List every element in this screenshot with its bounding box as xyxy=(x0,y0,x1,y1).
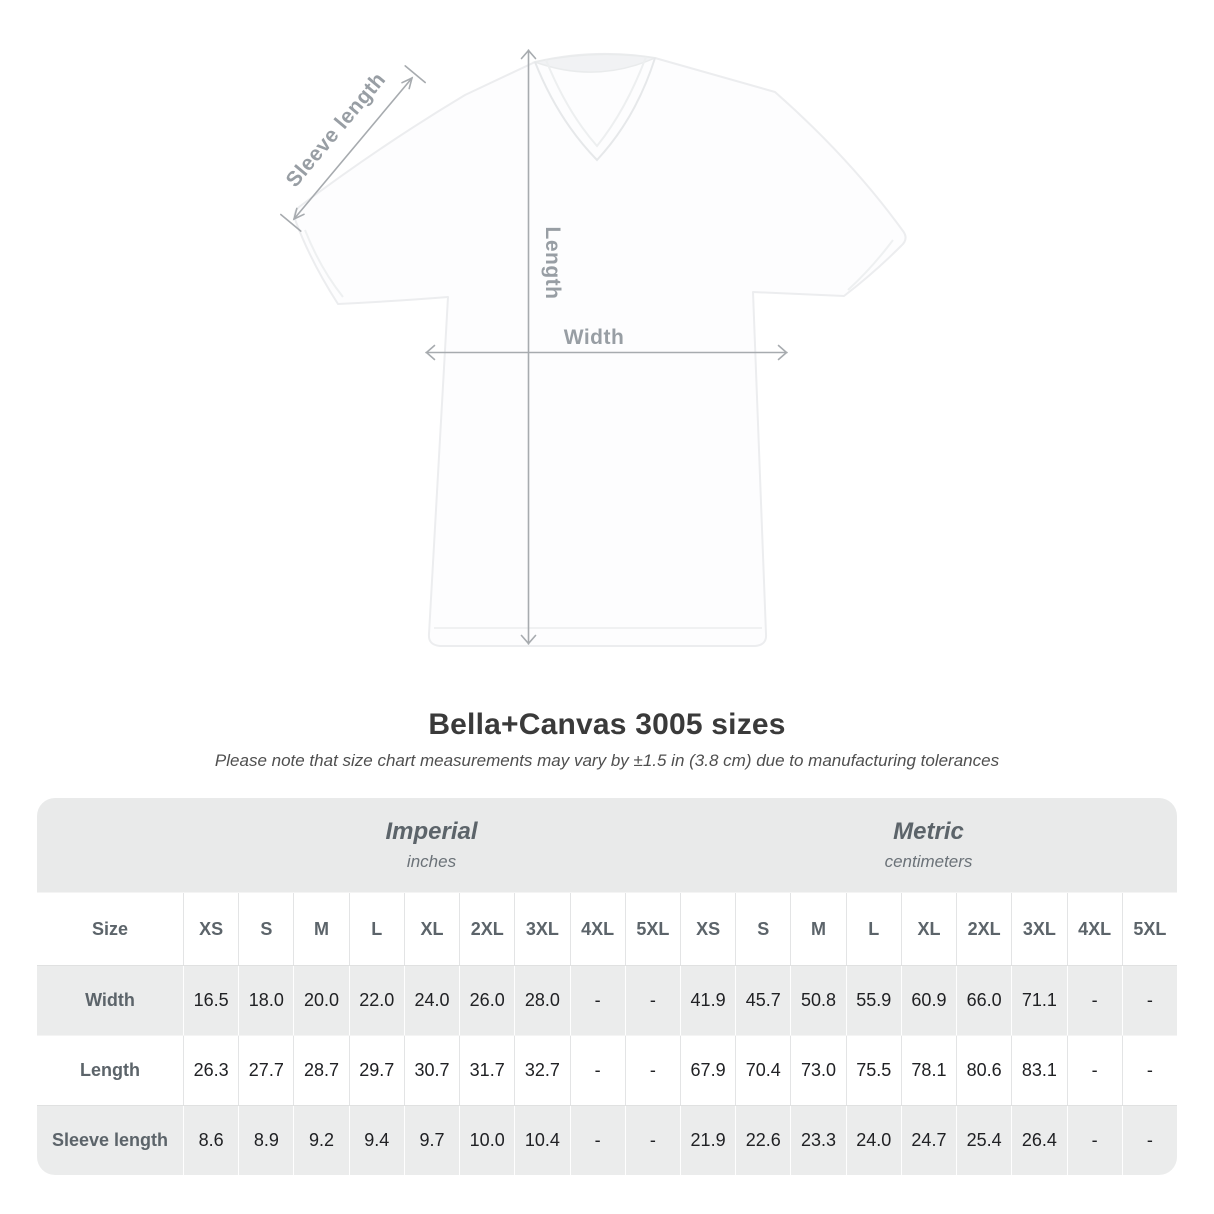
row-label-sleeve-length: Sleeve length xyxy=(51,1130,169,1150)
table-corner-cell xyxy=(37,798,183,892)
width-imperial-5xl: - xyxy=(625,966,680,1035)
size-col-metric-5xl: 5XL xyxy=(1122,893,1177,965)
width-label: Width xyxy=(563,326,625,349)
length-imperial-5xl: - xyxy=(625,1036,680,1105)
length-metric-xs: 67.9 xyxy=(680,1036,735,1105)
length-imperial-m: 28.7 xyxy=(293,1036,348,1105)
page-subtitle: Please note that size chart measurements may vary by ±1.5 in (3.8 cm) due to manufacturing tolerances xyxy=(214,751,1000,770)
width-imperial-s: 18.0 xyxy=(238,966,293,1035)
length-metric-m: 73.0 xyxy=(790,1036,845,1105)
length-metric-5xl: - xyxy=(1122,1036,1177,1105)
sleeve-imperial-s: 8.9 xyxy=(238,1106,293,1175)
length-imperial-l: 29.7 xyxy=(349,1036,404,1105)
width-metric-3xl: 71.1 xyxy=(1011,966,1066,1035)
length-metric-s: 70.4 xyxy=(735,1036,790,1105)
sleeve-metric-xs: 21.9 xyxy=(680,1106,735,1175)
sleeve-imperial-xs: 8.6 xyxy=(183,1106,238,1175)
width-imperial-3xl: 28.0 xyxy=(514,966,569,1035)
width-metric-4xl: - xyxy=(1067,966,1122,1035)
width-imperial-xl: 24.0 xyxy=(404,966,459,1035)
sleeve-imperial-5xl: - xyxy=(625,1106,680,1175)
size-col-metric-xl: XL xyxy=(901,893,956,965)
sleeve-imperial-m: 9.2 xyxy=(293,1106,348,1175)
size-col-metric-xs: XS xyxy=(680,893,735,965)
length-metric-l: 75.5 xyxy=(846,1036,901,1105)
size-col-imperial-3xl: 3XL xyxy=(514,893,569,965)
size-table xyxy=(37,798,1177,1175)
width-metric-l: 55.9 xyxy=(846,966,901,1035)
tshirt-illustration xyxy=(295,54,906,646)
imperial-group-header xyxy=(183,798,680,892)
sleeve-imperial-2xl: 10.0 xyxy=(459,1106,514,1175)
sleeve-metric-xl: 24.7 xyxy=(901,1106,956,1175)
width-metric-xl: 60.9 xyxy=(901,966,956,1035)
sleeve-metric-m: 23.3 xyxy=(790,1106,845,1175)
metric-group-header xyxy=(680,798,1177,892)
sleeve-metric-4xl: - xyxy=(1067,1106,1122,1175)
width-imperial-2xl: 26.0 xyxy=(459,966,514,1035)
width-metric-5xl: - xyxy=(1122,966,1177,1035)
length-imperial-xl: 30.7 xyxy=(404,1036,459,1105)
sleeve-metric-2xl: 25.4 xyxy=(956,1106,1011,1175)
size-col-imperial-m: M xyxy=(293,893,348,965)
row-label-width: Width xyxy=(85,990,135,1010)
length-imperial-2xl: 31.7 xyxy=(459,1036,514,1105)
length-metric-xl: 78.1 xyxy=(901,1036,956,1105)
length-label: Length xyxy=(541,226,564,300)
size-col-imperial-xs: XS xyxy=(183,893,238,965)
sleeve-metric-3xl: 26.4 xyxy=(1011,1106,1066,1175)
length-imperial-3xl: 32.7 xyxy=(514,1036,569,1105)
width-imperial-xs: 16.5 xyxy=(183,966,238,1035)
unit-group-header-row xyxy=(37,798,1177,892)
size-col-imperial-xl: XL xyxy=(404,893,459,965)
table-row-length xyxy=(37,1035,1177,1105)
page-title: Bella+Canvas 3005 sizes xyxy=(428,708,786,741)
sleeve-length-label: Sleeve length xyxy=(281,68,391,192)
metric-group-unit: centimeters xyxy=(884,852,973,871)
width-metric-xs: 41.9 xyxy=(680,966,735,1035)
size-col-imperial-4xl: 4XL xyxy=(570,893,625,965)
length-imperial-s: 27.7 xyxy=(238,1036,293,1105)
sleeve-imperial-xl: 9.7 xyxy=(404,1106,459,1175)
size-col-imperial-l: L xyxy=(349,893,404,965)
metric-group-name: Metric xyxy=(893,818,964,845)
sleeve-metric-l: 24.0 xyxy=(846,1106,901,1175)
size-col-metric-4xl: 4XL xyxy=(1067,893,1122,965)
size-col-metric-3xl: 3XL xyxy=(1011,893,1066,965)
length-imperial-4xl: - xyxy=(570,1036,625,1105)
size-col-imperial-s: S xyxy=(238,893,293,965)
sleeve-metric-5xl: - xyxy=(1122,1106,1177,1175)
length-metric-3xl: 83.1 xyxy=(1011,1036,1066,1105)
size-col-imperial-5xl: 5XL xyxy=(625,893,680,965)
size-header-label: Size xyxy=(91,918,129,939)
size-col-imperial-2xl: 2XL xyxy=(459,893,514,965)
row-label-length: Length xyxy=(80,1060,140,1080)
length-imperial-xs: 26.3 xyxy=(183,1036,238,1105)
sleeve-imperial-l: 9.4 xyxy=(349,1106,404,1175)
width-metric-s: 45.7 xyxy=(735,966,790,1035)
imperial-group-name: Imperial xyxy=(385,818,478,845)
size-col-metric-2xl: 2XL xyxy=(956,893,1011,965)
width-imperial-l: 22.0 xyxy=(349,966,404,1035)
table-row-width xyxy=(37,965,1177,1035)
size-col-metric-m: M xyxy=(790,893,845,965)
sleeve-imperial-4xl: - xyxy=(570,1106,625,1175)
sleeve-metric-s: 22.6 xyxy=(735,1106,790,1175)
width-metric-2xl: 66.0 xyxy=(956,966,1011,1035)
sleeve-imperial-3xl: 10.4 xyxy=(514,1106,569,1175)
width-imperial-m: 20.0 xyxy=(293,966,348,1035)
size-header-row xyxy=(37,892,1177,965)
size-col-metric-l: L xyxy=(846,893,901,965)
length-metric-4xl: - xyxy=(1067,1036,1122,1105)
table-row-sleeve-length xyxy=(37,1105,1177,1175)
width-imperial-4xl: - xyxy=(570,966,625,1035)
imperial-group-unit: inches xyxy=(406,852,457,871)
size-col-metric-s: S xyxy=(735,893,790,965)
length-metric-2xl: 80.6 xyxy=(956,1036,1011,1105)
width-metric-m: 50.8 xyxy=(790,966,845,1035)
